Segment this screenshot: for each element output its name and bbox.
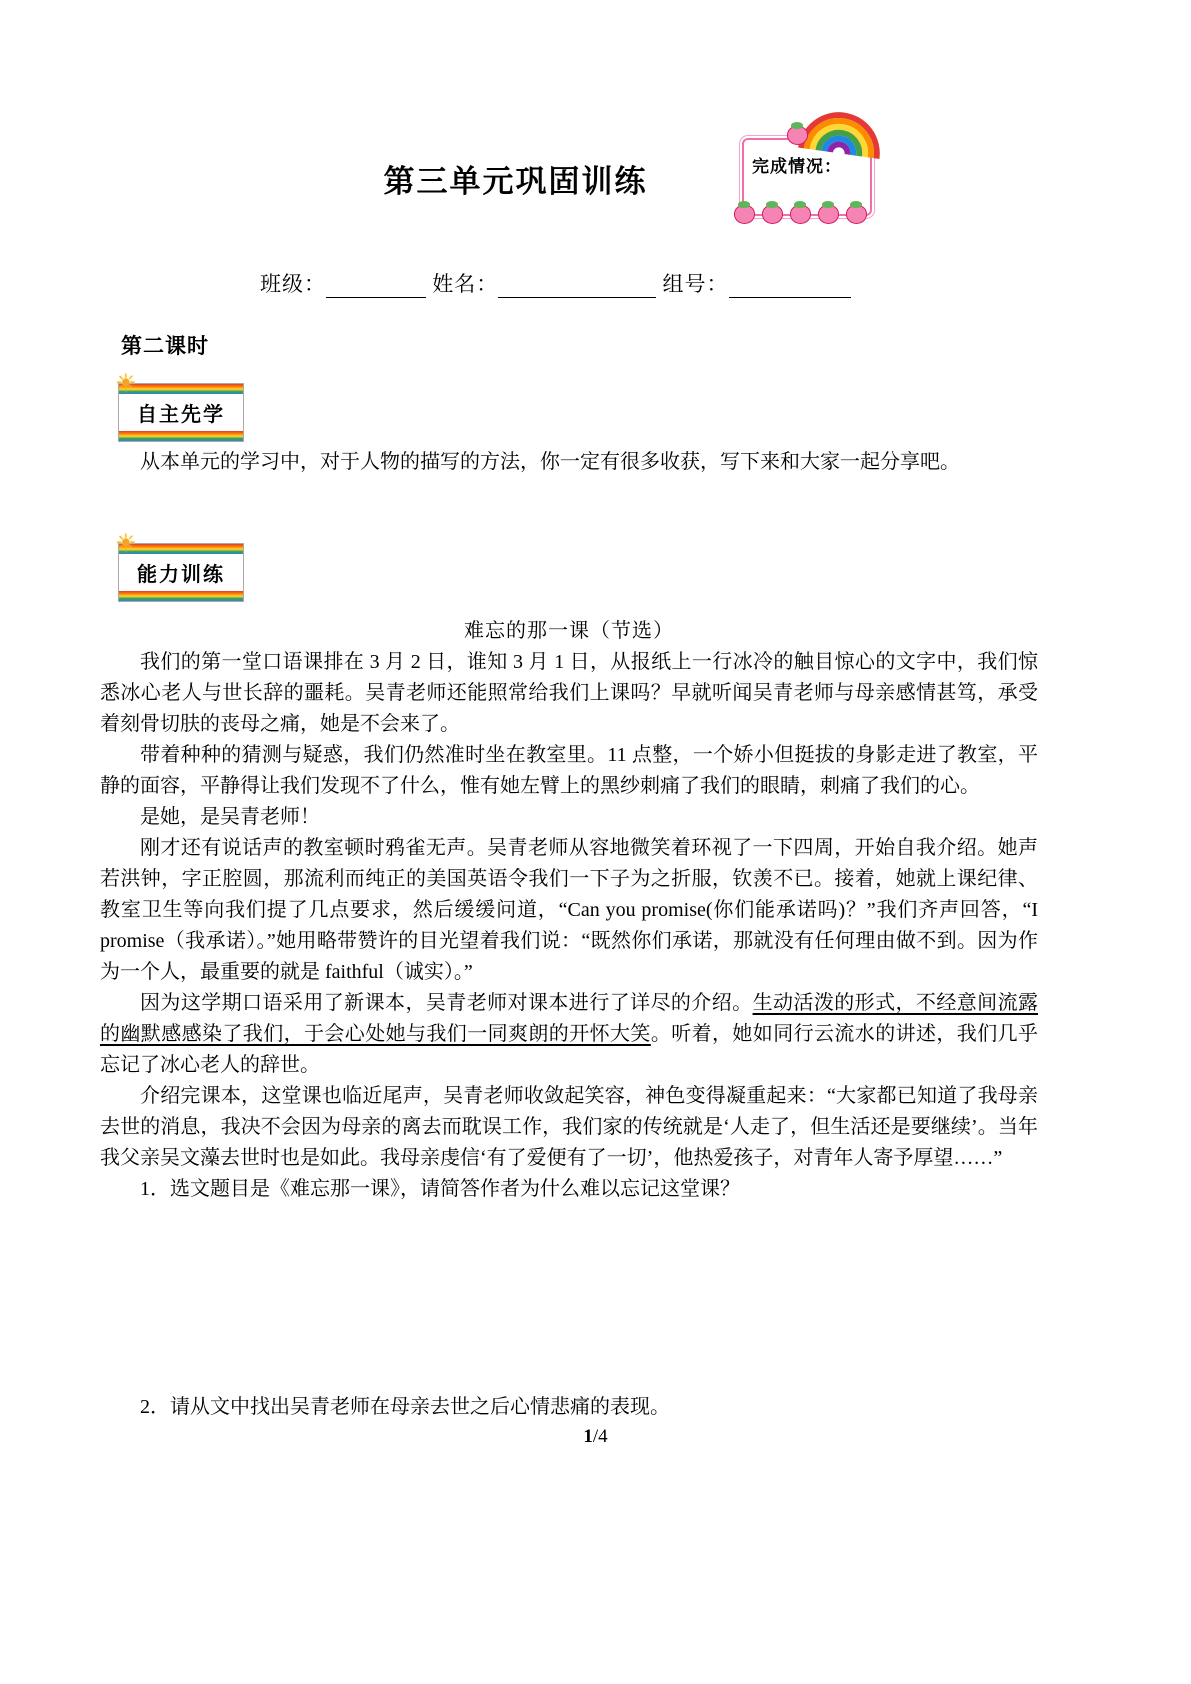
self-study-badge <box>115 369 244 442</box>
reading-paragraph: 介绍完课本，这堂课也临近尾声，吴青老师收敛起笑容，神色变得凝重起来：“大家都已知道了我母亲去世的消息，我决不会因为母亲的离去而耽误工作，我们家的传统就是‘人走了，但生活还是要继续’。当年我父亲吴文藻去世时也是如此。我母亲虔信‘有了爱便有了一切’，他热爱孩子，对青年人寄予厚望……” <box>100 1085 1038 1169</box>
strawberry-icon <box>762 205 783 224</box>
page-number <box>0 1426 1191 1448</box>
self-study-badge-label: 自主先学 <box>137 404 225 426</box>
rainbow-icon <box>795 100 889 160</box>
ability-training-badge-label: 能力训练 <box>137 564 225 586</box>
paragraph-segment: 。听着，她如同行云流水的讲述，我们几乎忘记了冰心老人的辞世。 <box>100 1023 1039 1076</box>
group-blank[interactable] <box>729 277 851 298</box>
page-separator: / <box>592 1426 599 1447</box>
current-page: 1 <box>583 1426 593 1447</box>
strawberry-icon <box>790 205 811 224</box>
reading-paragraph: 带着种种的猜测与疑惑，我们仍然准时坐在教室里。11 点整，一个娇小但挺拔的身影走进了教室，平静的面容，平静得让我们发现不了什么，惟有她左臂上的黑纱刺痛了我们的眼睛，刺痛了我们的心。 <box>100 744 1038 797</box>
strawberry-row <box>734 205 867 224</box>
reading-paragraph: 刚才还有说话声的教室顿时鸦雀无声。吴青老师从容地微笑着环视了一下四周，开始自我介绍。她声若洪钟，字正腔圆，那流利而纯正的美国英语令我们一下子为之折服，钦羡不已。接着，她就上课纪律、教室卫生等向我们提了几点要求，然后缓缓问道，“Can you promise(你们能承诺吗)？”我们齐声回答，“I promise（我承诺）。”她用略带赞许的目光望着我们说：“既然你们承诺，那就没有任何理由做不到。因为作为一个人，最重要的就是 faithful（诚实）。” <box>100 837 1038 983</box>
page-title: 第三单元巩固训练 <box>383 164 648 199</box>
name-blank[interactable] <box>498 277 656 298</box>
underlined-segment: 生动活泼的形式，不经意间流露的幽默感感染了我们，于会心处她与我们一同爽朗的开怀大笑 <box>100 992 1039 1045</box>
name-label: 姓名： <box>432 272 499 296</box>
class-label: 班级： <box>260 272 326 296</box>
reading-title: 难忘的那一课（节选） <box>464 620 674 642</box>
sun-icon: ☀ <box>115 369 137 397</box>
strawberry-icon <box>818 205 839 224</box>
reading-passage <box>100 616 1038 1205</box>
question-1: 1．选文题目是《难忘那一课》，请简答作者为什么难以忘记这堂课？ <box>140 1178 740 1200</box>
paragraph-segment: 因为这学期口语采用了新课本，吴青老师对课本进行了详尽的介绍。 <box>140 992 753 1014</box>
ability-training-badge <box>115 529 244 602</box>
strawberry-icon <box>734 205 755 224</box>
class-name-group-line <box>260 268 851 298</box>
session-heading: 第二课时 <box>121 334 209 358</box>
intro-paragraph: 从本单元的学习中，对于人物的描写的方法，你一定有很多收获，写下来和大家一起分享吧。 <box>140 451 960 473</box>
strawberry-icon <box>787 126 808 145</box>
question-2: 2．请从文中找出吴青老师在母亲去世之后心情悲痛的表现。 <box>140 1396 670 1418</box>
total-pages: 4 <box>598 1426 608 1447</box>
group-label: 组号： <box>662 272 729 296</box>
class-blank[interactable] <box>326 277 426 298</box>
reading-paragraph <box>100 988 1038 1081</box>
reading-paragraph: 是她，是吴青老师！ <box>140 806 320 828</box>
sun-icon: ☀ <box>115 529 137 557</box>
completion-badge <box>742 138 872 216</box>
reading-paragraph: 我们的第一堂口语课排在 3 月 2 日，谁知 3 月 1 日，从报纸上一行冰冷的触目惊心的文字中，我们惊悉冰心老人与世长辞的噩耗。吴青老师还能照常给我们上课吗？早就听闻吴青老师与母亲感情甚笃，承受着刻骨切肤的丧母之痛，她是不会来了。 <box>100 651 1038 735</box>
strawberry-icon <box>846 205 867 224</box>
completion-label: 完成情况： <box>752 157 842 176</box>
